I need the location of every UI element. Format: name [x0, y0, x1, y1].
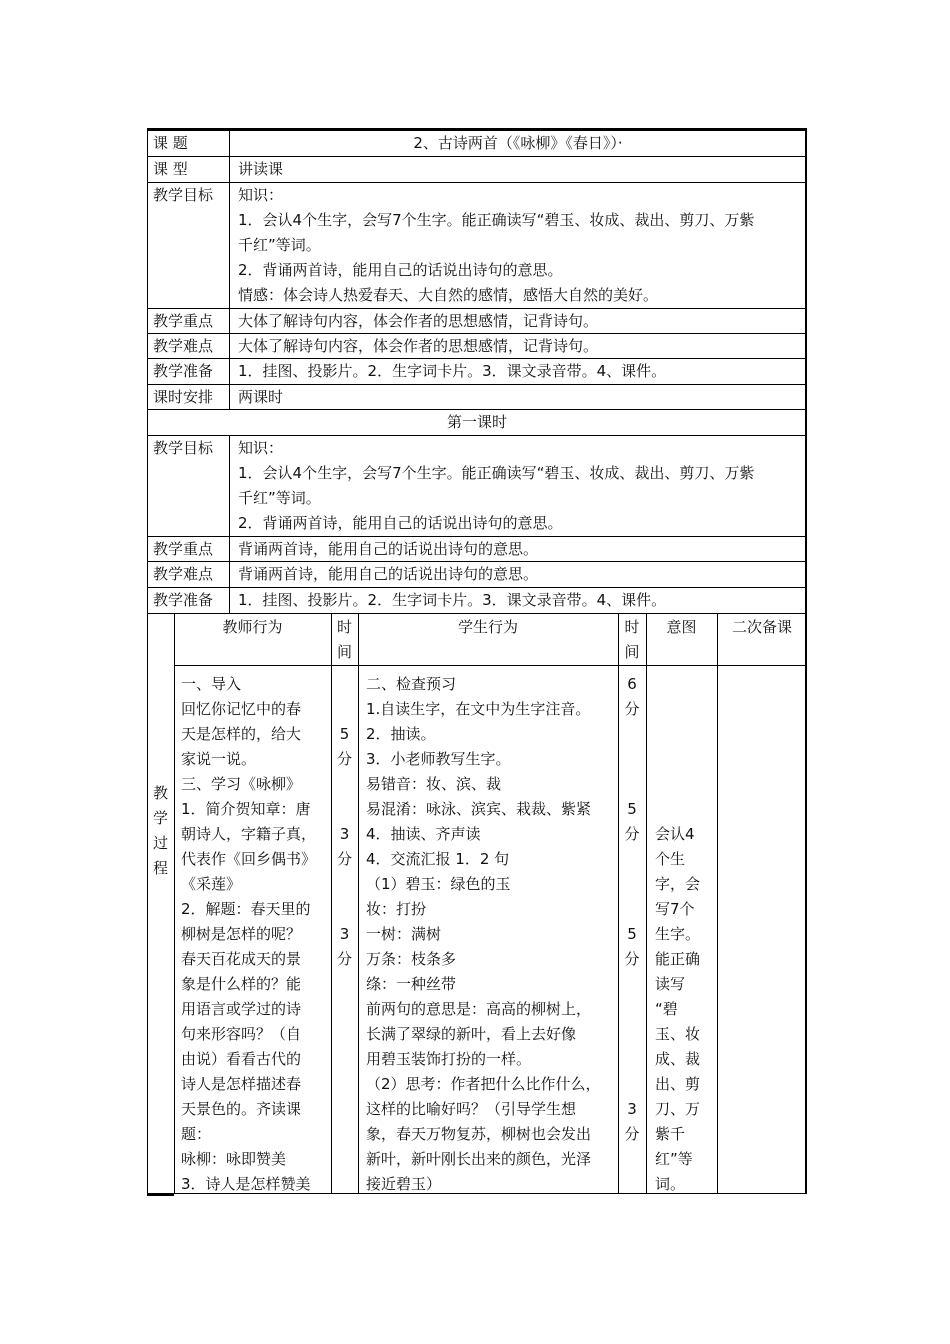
- intent-column: [655, 672, 717, 1192]
- time1-line: 5: [339, 725, 350, 743]
- intent-line: 出、剪: [655, 1075, 701, 1093]
- intent-line: 刀、万: [655, 1100, 701, 1118]
- time1-line: 分: [336, 850, 352, 868]
- time1-line: 分: [336, 750, 352, 768]
- intent-line: [655, 697, 717, 722]
- header-time1-char: 时: [336, 618, 352, 636]
- header-backup: 二次备课: [731, 618, 792, 636]
- table-footer-mark: [147, 1193, 174, 1199]
- teacher-column: [181, 672, 331, 1192]
- teacher-line: 2．解题：春天里的: [181, 900, 311, 918]
- intent-line: 玉、妆: [655, 1025, 701, 1043]
- intent-line: 紫千: [655, 1125, 686, 1143]
- teacher-line: 一、导入: [181, 675, 242, 693]
- student-line: 4．抽读、齐声读: [366, 825, 481, 843]
- intent-line: [655, 722, 717, 747]
- teacher-line: 题：: [181, 1125, 212, 1143]
- intent-line: [655, 747, 717, 772]
- teacher-line: 1．简介贺知章：唐: [181, 800, 311, 818]
- student-line: 绦：一种丝带: [366, 975, 457, 993]
- time2-line: [618, 1072, 646, 1097]
- intent-line: 读写: [655, 975, 686, 993]
- student-line: 易错音：妆、滨、裁: [366, 775, 502, 793]
- prep-label: 教学准备: [153, 362, 214, 380]
- time2-line: [618, 997, 646, 1022]
- time1-line: [331, 897, 358, 922]
- teacher-line: 用语言或学过的诗: [181, 1000, 302, 1018]
- time2-line: 6: [627, 675, 637, 693]
- lesson1-key-label: 教学重点: [153, 540, 214, 558]
- header-time1-char: 间: [336, 643, 352, 661]
- time2-line: 分: [624, 1125, 640, 1143]
- intent-line: [655, 797, 717, 822]
- teacher-line: 代表作《回乡偶书》: [181, 850, 317, 868]
- intent-line: 个生: [655, 850, 686, 868]
- time2-line: [618, 747, 646, 772]
- process-side-char: 教: [152, 784, 168, 802]
- lesson1-goal-label: 教学目标: [153, 439, 214, 457]
- process-side-label: [147, 781, 174, 881]
- lesson1-goal-line: 千红”等词。: [238, 489, 321, 507]
- type-label: 课 型: [153, 160, 188, 178]
- lesson1-goal-line: 1．会认4个生字，会写7个生字。能正确读写“碧玉、妆成、裁出、剪刀、万紫: [238, 464, 755, 482]
- type-value: 讲读课: [238, 160, 284, 178]
- teacher-line: 咏柳：咏即赞美: [181, 1150, 287, 1168]
- time1-line: [331, 797, 358, 822]
- lesson1-title: 第一课时: [446, 413, 507, 431]
- teacher-line: 家说一说。: [181, 750, 257, 768]
- goal-line: 1．会认4个生字，会写7个生字。能正确读写“碧玉、妆成、裁出、剪刀、万紫: [238, 211, 755, 229]
- key-label: 教学重点: [153, 312, 214, 330]
- difficulty-value: 大体了解诗句内容，体会作者的思想感情，记背诗句。: [238, 337, 599, 355]
- prep-value: 1．挂图、投影片。2．生字词卡片。3．课文录音带。4、课件。: [238, 362, 667, 380]
- teacher-line: 《采莲》: [181, 875, 242, 893]
- lesson1-goal-content: [229, 436, 807, 536]
- intent-line: 会认4: [655, 825, 695, 843]
- process-side-char: 过: [152, 834, 168, 852]
- student-line: 4．交流汇报 1．2 句: [366, 850, 510, 868]
- teacher-line: 柳树是怎样的呢？: [181, 925, 302, 943]
- teacher-line: 天是怎样的，给大: [181, 725, 302, 743]
- schedule-value: 两课时: [238, 388, 284, 406]
- intent-line: [655, 772, 717, 797]
- student-line: 1.自读生字，在文中为生字注音。: [366, 700, 591, 718]
- intent-line: 红”等: [655, 1150, 693, 1168]
- student-line: 长满了翠绿的新叶，看上去好像: [366, 1025, 577, 1043]
- intent-line: 能正确: [655, 950, 701, 968]
- student-line: 2．抽读。: [366, 725, 436, 743]
- goal-label: 教学目标: [153, 186, 214, 204]
- teacher-line: 诗人是怎样描述春: [181, 1075, 302, 1093]
- teacher-line: 象是什么样的？能: [181, 975, 302, 993]
- teacher-line: 回忆你记忆中的春: [181, 700, 302, 718]
- time2-line: 5: [627, 800, 637, 818]
- intent-line: “碧: [655, 1000, 678, 1018]
- header-intent: 意图: [666, 618, 697, 636]
- header-time2-char: 时: [624, 618, 640, 636]
- time2-line: [618, 1022, 646, 1047]
- intent-line: 成、裁: [655, 1050, 701, 1068]
- header-time1: [331, 615, 358, 665]
- goal-line: 情感：体会诗人热爱春天、大自然的感情，感悟大自然的美好。: [238, 286, 659, 304]
- time2-line: 5: [627, 925, 637, 943]
- student-line: 二、检查预习: [366, 675, 457, 693]
- header-time2: [618, 615, 646, 665]
- header-student: 学生行为: [457, 618, 518, 636]
- student-line: 这样的比喻好吗？（引导学生想: [366, 1100, 577, 1118]
- lesson1-key-value: 背诵两首诗，能用自己的话说出诗句的意思。: [238, 540, 539, 558]
- lesson1-goal-line: 知识：: [238, 439, 284, 457]
- time1-line: [331, 872, 358, 897]
- time2-line: [618, 872, 646, 897]
- lesson1-prep-value: 1．挂图、投影片。2．生字词卡片。3．课文录音带。4、课件。: [238, 591, 667, 609]
- process-side-char: 程: [152, 859, 168, 877]
- goal-line: 千红”等词。: [238, 236, 321, 254]
- time1-column: [331, 672, 358, 1192]
- lesson1-difficulty-value: 背诵两首诗，能用自己的话说出诗句的意思。: [238, 565, 539, 583]
- student-line: 易混淆：咏泳、滨宾、栽裁、紫紧: [366, 800, 592, 818]
- time2-line: 3: [627, 1100, 637, 1118]
- student-line: 3．小老师教写生字。: [366, 750, 511, 768]
- time1-line: 3: [339, 925, 350, 943]
- teacher-line: 朝诗人，字籍子真，: [181, 825, 317, 843]
- intent-line: 生字。: [655, 925, 701, 943]
- time2-line: 分: [624, 825, 640, 843]
- lesson1-difficulty-label: 教学难点: [153, 565, 214, 583]
- teacher-line: 3．诗人是怎样赞美: [181, 1175, 311, 1193]
- time2-line: [618, 847, 646, 872]
- intent-line: [655, 672, 717, 697]
- schedule-label: 课时安排: [153, 388, 214, 406]
- key-value: 大体了解诗句内容，体会作者的思想感情，记背诗句。: [238, 312, 599, 330]
- time2-line: [618, 722, 646, 747]
- student-line: 妆：打扮: [366, 900, 427, 918]
- goal-line: 知识：: [238, 186, 284, 204]
- topic-value: 2、古诗两首（《咏柳》《春日》）·: [413, 134, 623, 152]
- intent-line: 写7个: [655, 900, 695, 918]
- time2-line: [618, 972, 646, 997]
- teacher-line: 三、学习《咏柳》: [181, 775, 302, 793]
- student-line: 万条：枝条多: [366, 950, 457, 968]
- student-line: 象，春天万物复苏，柳树也会发出: [366, 1125, 592, 1143]
- header-time2-char: 间: [624, 643, 640, 661]
- time2-line: 分: [624, 950, 640, 968]
- teacher-line: 由说）看看古代的: [181, 1050, 302, 1068]
- student-line: 用碧玉装饰打扮的一样。: [366, 1050, 532, 1068]
- teacher-line: 句来形容吗？（自: [181, 1025, 302, 1043]
- time2-line: 分: [624, 700, 640, 718]
- goal-content: [229, 183, 807, 308]
- time2-line: [618, 772, 646, 797]
- teacher-line: 天景色的。齐读课: [181, 1100, 302, 1118]
- time1-line: 3: [339, 825, 350, 843]
- header-teacher: 教师行为: [222, 618, 283, 636]
- teacher-line: 春天百花成天的景: [181, 950, 302, 968]
- time1-line: 分: [336, 950, 352, 968]
- time1-line: [331, 772, 358, 797]
- time2-line: [618, 897, 646, 922]
- process-side-char: 学: [152, 809, 168, 827]
- lesson1-goal-line: 2．背诵两首诗，能用自己的话说出诗句的意思。: [238, 514, 563, 532]
- lesson1-prep-label: 教学准备: [153, 591, 214, 609]
- intent-line: 字，会: [655, 875, 701, 893]
- time2-column: [618, 672, 646, 1192]
- goal-line: 2．背诵两首诗，能用自己的话说出诗句的意思。: [238, 261, 563, 279]
- time1-line: [331, 672, 358, 697]
- student-line: （2）思考：作者把什么比作什么，: [366, 1075, 601, 1093]
- student-column: [366, 672, 618, 1192]
- student-line: 一树：满树: [366, 925, 442, 943]
- student-line: 新叶，新叶刚长出来的颜色，光泽: [366, 1150, 592, 1168]
- time1-line: [331, 697, 358, 722]
- topic-label: 课 题: [153, 134, 188, 152]
- student-line: 接近碧玉）: [366, 1175, 442, 1193]
- time2-line: [618, 1047, 646, 1072]
- student-line: （1）碧玉：绿色的玉: [366, 875, 511, 893]
- student-line: 前两句的意思是：高高的柳树上，: [366, 1000, 592, 1018]
- difficulty-label: 教学难点: [153, 337, 214, 355]
- intent-line: 词。: [655, 1175, 686, 1193]
